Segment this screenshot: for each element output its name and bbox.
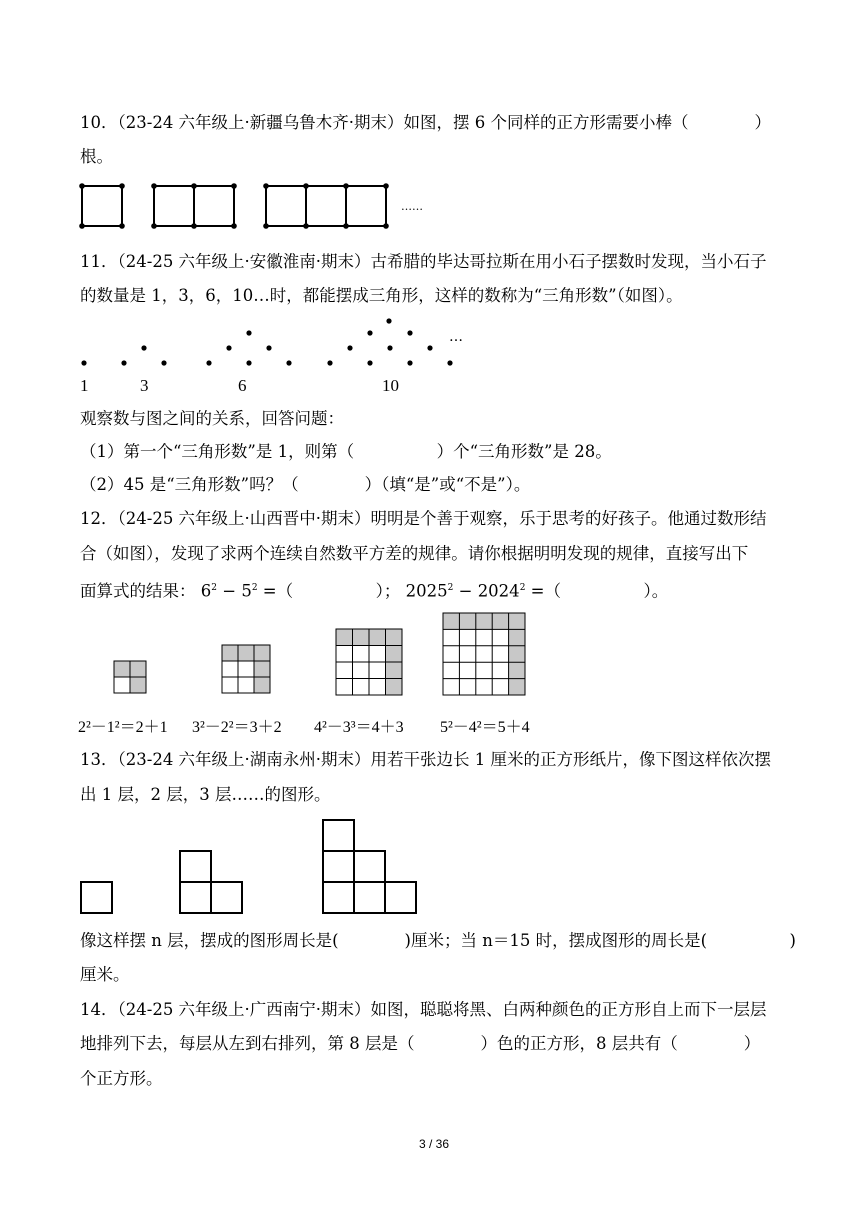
q11-label-6: 6	[238, 376, 247, 395]
q11-line1: 11．（24-25 六年级上·安徽淮南·期末）古希腊的毕达哥拉斯在用小石子摆数时发现，当小石子	[80, 252, 767, 271]
q12-square-grids-figure	[110, 610, 530, 698]
q12-grid-4x4	[336, 629, 402, 695]
q11-label-3: 3	[140, 376, 149, 395]
q12-expr2-base-b: 2024	[477, 581, 520, 601]
q12-expr1-base-b: 5	[241, 581, 252, 601]
q14-line1: 14．（24-25 六年级上·广西南宁·期末）如图，聪聪将黑、白两种颜色的正方形自上而下一层层	[80, 1000, 767, 1019]
q13-line3: 像这样摆 n 层，摆成的图形周长是( )厘米；当 n＝15 时，摆成图形的周长是( )	[80, 931, 796, 950]
q12-line3: 面算式的结果： $6^2 - 5^2$ =（ ）； $2025^2 - 2024^2$ =（ ）。	[80, 581, 669, 601]
q12-expr1-base-a: 6	[200, 581, 212, 601]
q12-exp-1: 2	[211, 583, 217, 593]
q11-line2: 的数量是 1，3，6，10…时，都能摆成三角形，这样的数称为“三角形数”（如图）。	[80, 286, 683, 305]
q11-triangle-dots-figure	[76, 318, 476, 373]
q14-line2: 地排列下去，每层从左到右排列，第 8 层是（ ）色的正方形，8 层共有（ ）	[80, 1034, 761, 1053]
q10-line2: 根。	[80, 147, 113, 166]
q12-grid-2x2	[114, 661, 146, 693]
page-number: 3 / 36	[418, 1137, 450, 1151]
q13-line2: 出 1 层，2 层，3 层……的图形。	[80, 785, 331, 804]
q14-line3: 个正方形。	[80, 1069, 163, 1088]
q11-more-ellipsis: …	[449, 329, 463, 345]
q12-caption-3: 4²－3³＝4＋3	[314, 719, 404, 736]
q12-grid-5x5	[443, 613, 525, 695]
q11-sub2: （2）45 是“三角形数”吗？（ ）（填“是”或“不是”）。	[80, 475, 531, 494]
q11-label-10: 10	[382, 376, 399, 395]
q12-line2: 合（如图），发现了求两个连续自然数平方差的规律。请你根据明明发现的规律，直接写出下	[80, 544, 749, 563]
q12-expr1-blank: =（ ）；	[262, 581, 401, 601]
q12-expr2-base-a: 2025	[405, 581, 448, 601]
q10-ellipsis: ……	[401, 200, 423, 213]
q12-exp-4: 2	[519, 583, 526, 593]
q11-label-1: 1	[80, 376, 89, 395]
q12-exp-2: 2	[251, 583, 258, 593]
q12-grid-3x3	[222, 645, 270, 693]
q13-line4: 厘米。	[80, 965, 130, 984]
q11-sub1: （1）第一个“三角形数”是 1，则第（ ）个“三角形数”是 28。	[80, 442, 612, 461]
q12-line3-prefix: 面算式的结果：	[80, 581, 196, 601]
q12-exp-3: 2	[447, 583, 454, 593]
q13-line1: 13．（23-24 六年级上·湖南永州·期末）用若干张边长 1 厘米的正方形纸片，像下图这样依次摆	[80, 750, 772, 769]
q12-expr2-blank: =（ ）。	[530, 581, 669, 601]
q10-line1: 10．（23-24 六年级上·新疆乌鲁木齐·期末）如图，摆 6 个同样的正方形需要小棒（ ）	[80, 113, 772, 132]
q12-caption-2: 3²－2²＝3＋2	[192, 719, 282, 736]
q10-matchstick-figure	[76, 180, 436, 236]
q11-line3: 观察数与图之间的关系，回答问题：	[80, 409, 344, 428]
q12-line1: 12．（24-25 六年级上·山西晋中·期末）明明是个善于观察，乐于思考的好孩子。他通过数形结	[80, 509, 767, 528]
q12-caption-1: 2²－1²＝2＋1	[78, 719, 168, 736]
q13-staircase-figure	[78, 818, 423, 918]
q12-caption-4: 5²－4²＝5＋4	[440, 719, 530, 736]
